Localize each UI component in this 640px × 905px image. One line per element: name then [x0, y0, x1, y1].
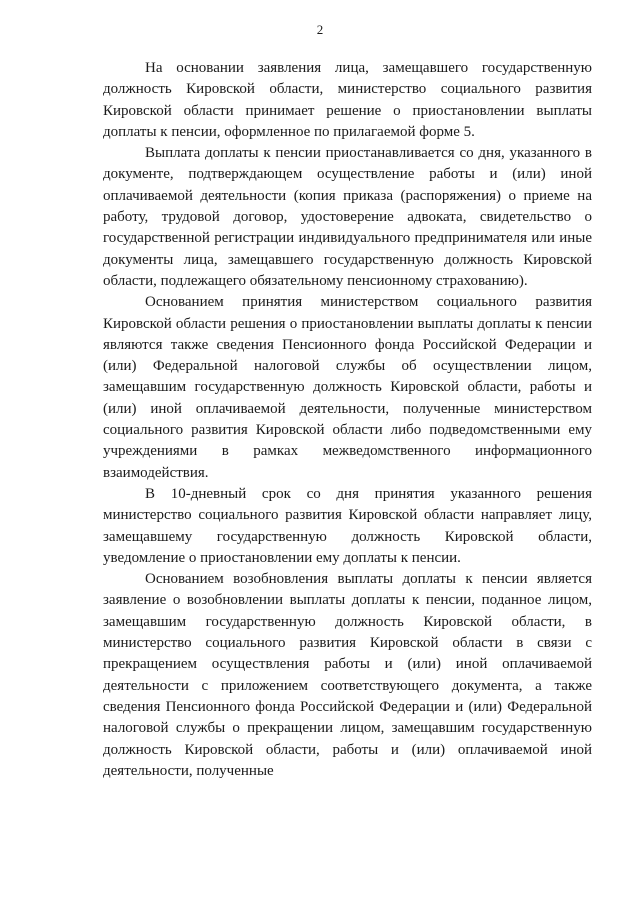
- paragraph-suspension-date: Выплата доплаты к пенсии приостанавливается со дня, указанного в документе, подтверждающем осуществление работы и (или) иной оплачиваемой деятельности (копия приказа (распоряжения) о приеме на работу, трудовой договор, удостоверение адвоката, свидетельство о государственной регистрации индивидуального предпринимателя или иные документы лица, замещавшего государственную должность Кировской области, подлежащего обязательному пенсионному страхованию).: [103, 145, 592, 289]
- paragraph-notification: В 10-дневный срок со дня принятия указанного решения министерство социального развития Кировской области направляет лицу, замещавшему государственную должность Кировской области, уведомление о приостановлении ему доплаты к пенсии.: [103, 485, 592, 566]
- document-body: [103, 58, 592, 782]
- paragraph-suspension-decision: На основании заявления лица, замещавшего государственную должность Кировской области, министерство социального развития Кировской области принимает решение о приостановлении выплаты доплаты к пенсии, оформленное по прилагаемой форме 5.: [103, 60, 592, 140]
- page-number: 2: [316, 22, 324, 37]
- paragraph-resumption-grounds: Основанием возобновления выплаты доплаты к пенсии является заявление о возобновлении выплаты доплаты к пенсии, поданное лицом, замещавшим государственную должность Кировской области, в министерство социального развития Кировской области в связи с прекращением осуществления работы и (или) иной оплачиваемой деятельности с приложением соответствующего документа, а также сведения Пенсионного фонда Российской Федерации и (или) Федеральной налоговой службы о прекращении лицом, замещавшим государственную должность Кировской области, работы и (или) оплачиваемой иной деятельности, полученные: [103, 571, 592, 779]
- paragraph-suspension-grounds: Основанием принятия министерством социального развития Кировской области решения о приостановлении выплаты доплаты к пенсии являются также сведения Пенсионного фонда Российской Федерации и (или) Федеральной налоговой службы об осуществлении лицом, замещавшим государственную должность Кировской области, работы и (или) иной оплачиваемой деятельности, полученные министерством социального развития Кировской области либо подведомственными ему учреждениями в рамках межведомственного информационного взаимодействия.: [103, 294, 592, 481]
